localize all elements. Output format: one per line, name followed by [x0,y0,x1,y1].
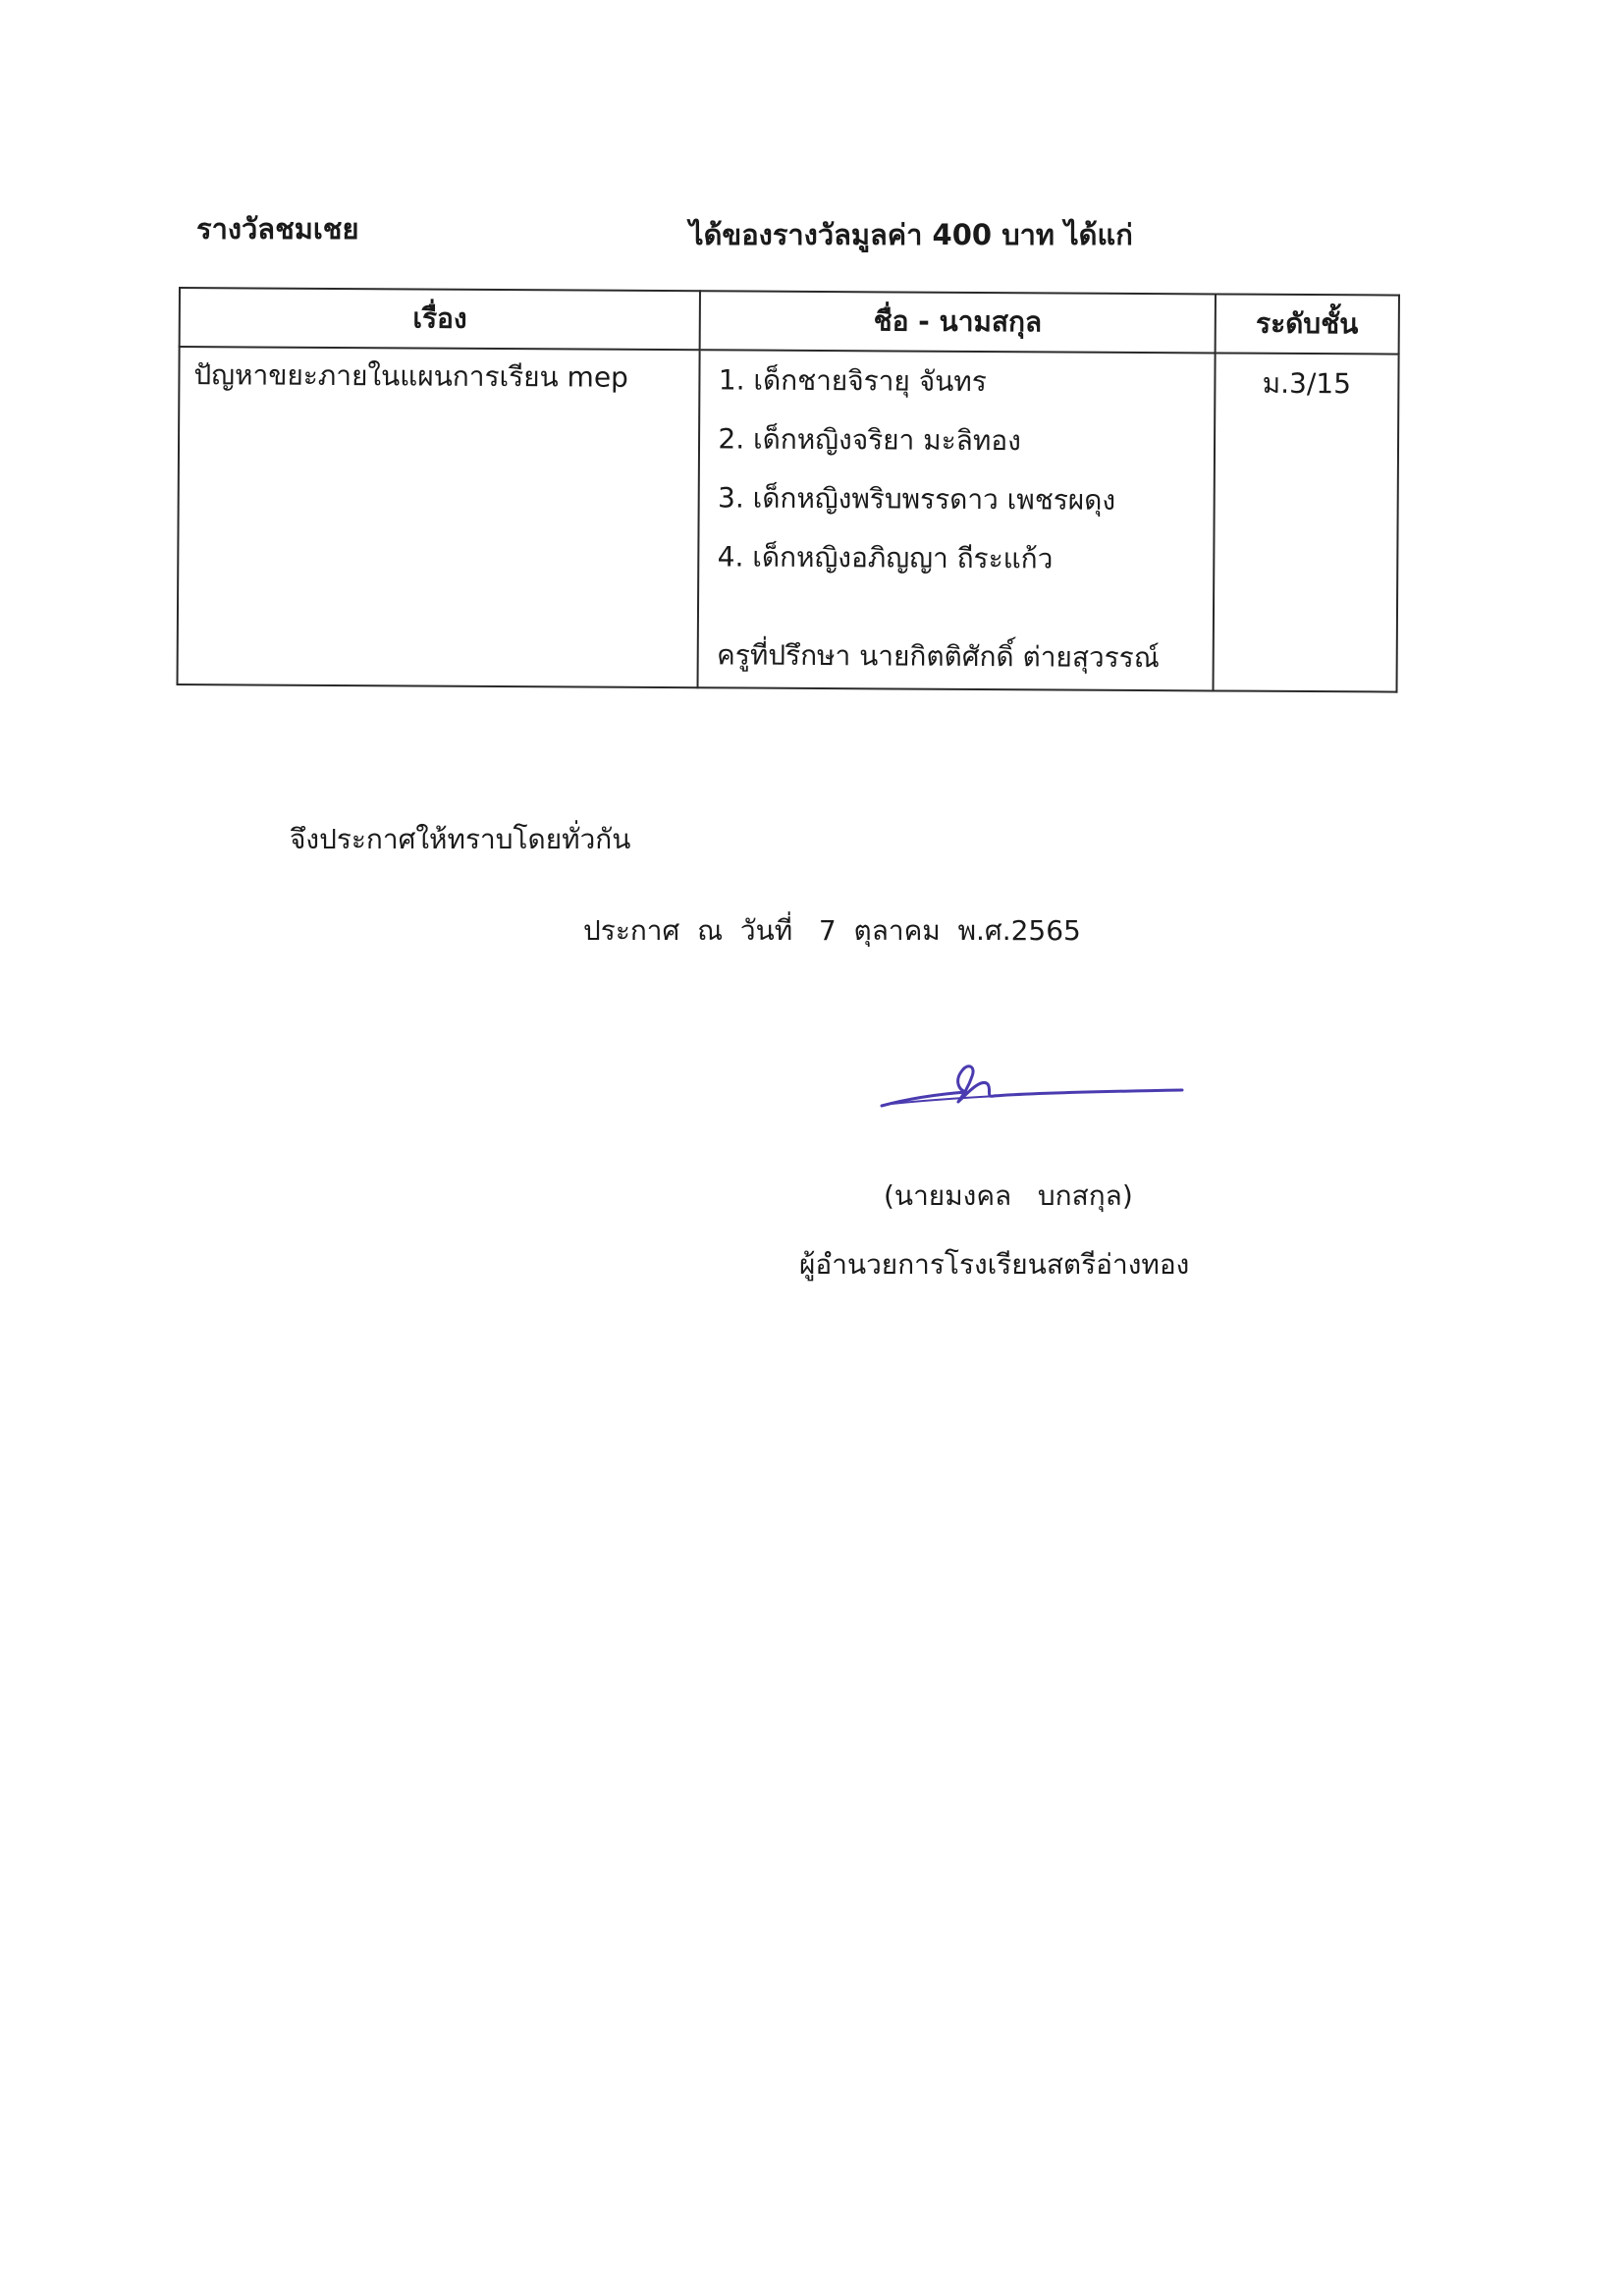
award-title: รางวัลชมเชย [196,212,359,246]
level-cell: ม.3/15 [1213,353,1398,691]
award-value-text: ได้ของรางวัลมูลค่า 400 บาท ได้แก่ [689,218,1133,251]
table-header-row [180,288,1399,355]
table-row [178,347,1399,692]
signer-name: (นายมงคล บกสกุล) [884,1179,1133,1212]
announcement-text: จึงประกาศให้ทราบโดยทั่วกัน [290,823,631,855]
announcement-date: ประกาศ ณ วันที่ 7 ตุลาคม พ.ศ.2565 [583,914,1081,947]
signer-position: ผู้อำนวยการโรงเรียนสตรีอ่างทอง [799,1248,1190,1281]
header-topic: เรื่อง [180,288,701,350]
member-name: 2. เด็กหญิงจริยา มะลิทอง [718,422,1021,458]
advisor-name: ครูที่ปรึกษา นายกิตติศักดิ์ ต่ายสุวรรณ์ [717,638,1160,675]
header-level: ระดับชั้น [1215,294,1399,354]
member-name: 4. เด็กหญิงอภิญญา ถีระแก้ว [717,540,1054,575]
member-name: 1. เด็กชายจิรายุ จันทร [718,363,987,399]
members-cell [698,350,1216,690]
award-table [177,287,1400,693]
header-names: ชื่อ - นามสกุล [700,291,1216,353]
signature-image [872,1051,1196,1120]
award-heading [196,196,1178,251]
topic-cell: ปัญหาขยะภายในแผนการเรียน mep [178,347,700,687]
member-name: 3. เด็กหญิงพริบพรรดาว เพชรผดุง [717,481,1116,517]
